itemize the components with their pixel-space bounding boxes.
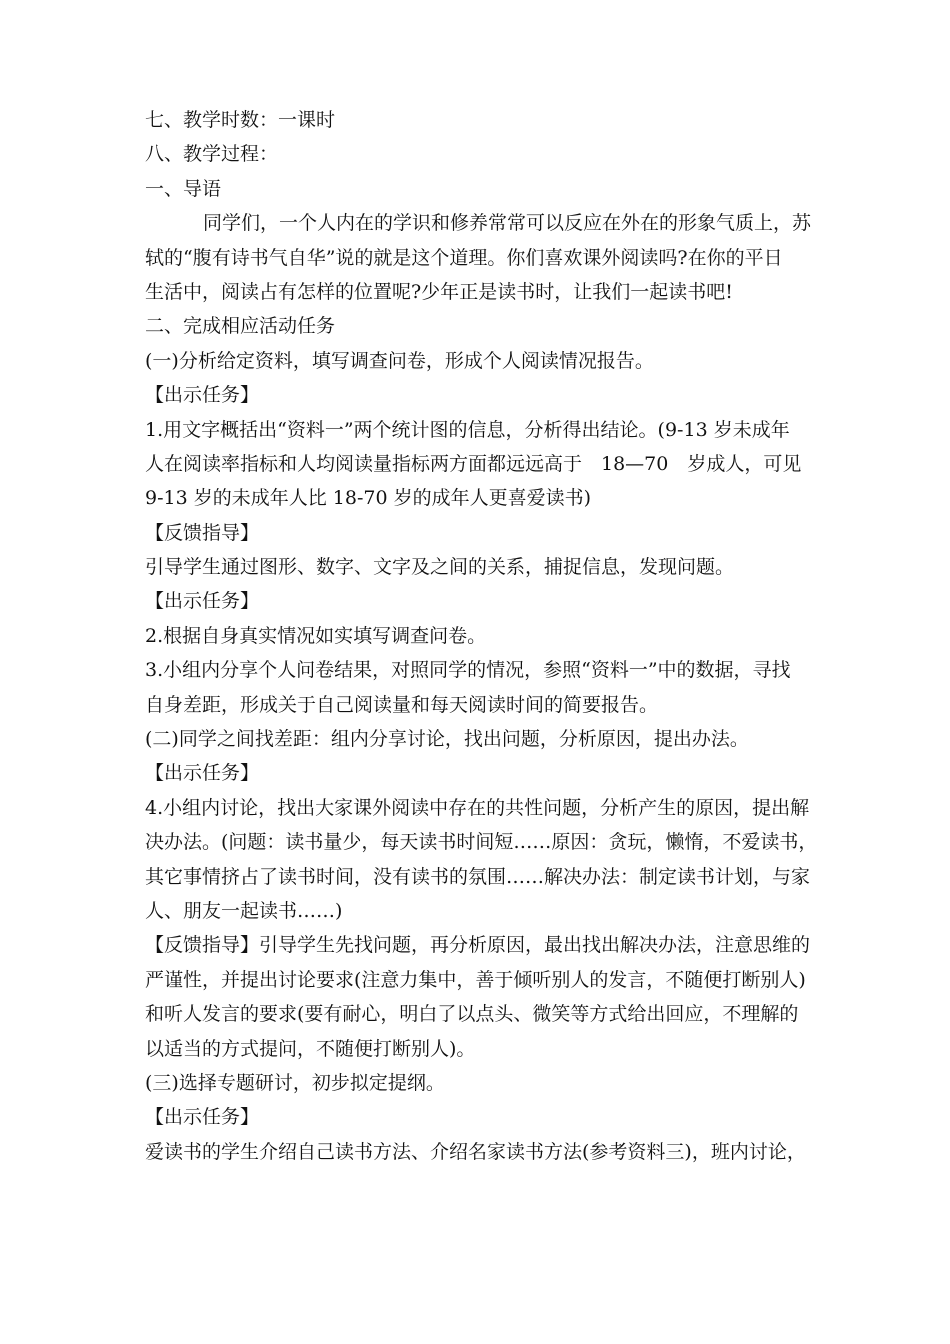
paragraph-line: 9-13 岁的未成年人比 18-70 岁的成年人更喜爱读书)	[145, 487, 591, 510]
paragraph-line: 生活中，阅读占有怎样的位置呢?少年正是读书时，让我们一起读书吧!	[145, 280, 733, 303]
feedback-label: 【反馈指导】	[145, 521, 260, 544]
paragraph-line: 1.用文字概括出“资料一”两个统计图的信息，分析得出结论。(9-13 岁未成年	[145, 418, 790, 441]
section-heading-teaching-hours: 七、教学时数：一课时	[145, 109, 336, 131]
section-heading-teaching-process: 八、教学过程：	[145, 143, 279, 166]
paragraph-line: 其它事情挤占了读书时间，没有读书的氛围……解决办法：制定读书计划，与家	[145, 865, 811, 888]
paragraph-line: 严谨性，并提出讨论要求(注意力集中，善于倾听别人的发言，不随便打断别人)	[145, 968, 806, 991]
task-label: 【出示任务】	[145, 1106, 260, 1129]
activity-heading-2: (二)同学之间找差距：组内分享讨论，找出问题，分析原因，提出办法。	[145, 728, 749, 751]
paragraph-line: 爱读书的学生介绍自己读书方法、介绍名家读书方法(参考资料三)，班内讨论，	[145, 1140, 806, 1163]
paragraph-line: 人在阅读率指标和人均阅读量指标两方面都远远高于 18—70 岁成人，可见	[145, 452, 802, 475]
paragraph-line: 3.小组内分享个人问卷结果，对照同学的情况，参照“资料一”中的数据，寻找	[145, 659, 791, 682]
paragraph-line: 【反馈指导】引导学生先找问题，再分析原因，最出找出解决办法，注意思维的	[145, 934, 811, 957]
paragraph-line: 4.小组内讨论，找出大家课外阅读中存在的共性问题，分析产生的原因，提出解	[145, 796, 810, 819]
activity-heading-1: (一)分析给定资料，填写调查问卷，形成个人阅读情况报告。	[145, 349, 654, 372]
paragraph-line: 同学们，一个人内在的学识和修养常常可以反应在外在的形象气质上，苏	[203, 212, 812, 235]
task-label: 【出示任务】	[145, 590, 260, 613]
paragraph-line: 引导学生通过图形、数字、文字及之间的关系，捕捉信息，发现问题。	[145, 556, 735, 579]
paragraph-line: 和听人发言的要求(要有耐心，明白了以点头、微笑等方式给出回应，不理解的	[145, 1003, 799, 1026]
paragraph-line: 以适当的方式提问，不随便打断别人)。	[145, 1037, 476, 1060]
document-body	[145, 103, 817, 1169]
paragraph-line: 自身差距，形成关于自己阅读量和每天阅读时间的简要报告。	[145, 693, 659, 716]
paragraph-line: 人、朋友一起读书……)	[145, 899, 343, 922]
paragraph-line: 决办法。(问题：读书量少，每天读书时间短……原因：贪玩，懒惰，不爱读书，	[145, 831, 817, 854]
paragraph-line: 轼的“腹有诗书气自华”说的就是这个道理。你们喜欢课外阅读吗?在你的平日	[145, 246, 783, 269]
subsection-heading-introduction: 一、导语	[145, 177, 222, 200]
paragraph-line: 2.根据自身真实情况如实填写调查问卷。	[145, 624, 487, 647]
activity-heading-3: (三)选择专题研讨，初步拟定提纲。	[145, 1071, 445, 1094]
subsection-heading-activities: 二、完成相应活动任务	[145, 315, 336, 338]
task-label: 【出示任务】	[145, 762, 260, 785]
task-label: 【出示任务】	[145, 384, 260, 407]
